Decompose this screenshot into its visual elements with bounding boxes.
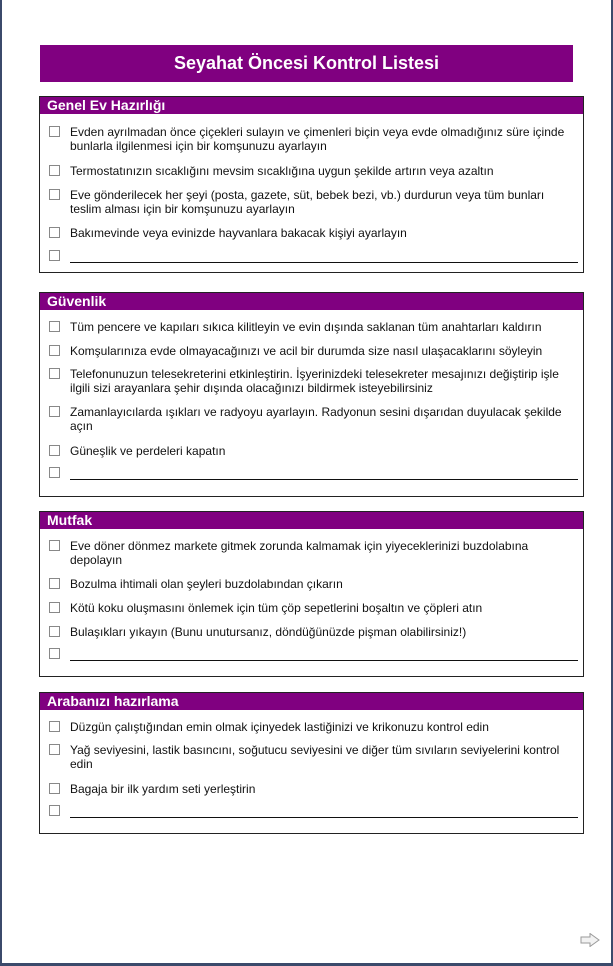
item-text: Bozulma ihtimali olan şeyleri buzdolabından çıkarın (70, 577, 343, 591)
section-general-home (39, 96, 584, 273)
item-text: Kötü koku oluşmasını önlemek için tüm çöp sepetlerini boşaltın ve çöpleri atın (70, 601, 483, 615)
checkbox[interactable] (49, 126, 60, 137)
item-text: Komşularınıza evde olmayacağınızı ve acil bir durumda size nasıl ulaşacaklarını söyleyin (70, 344, 543, 358)
item-text: Evden ayrılmadan önce çiçekleri sulayın ve çimenleri biçin veya evde olmadığınız süre içinde bunlarla ilgilenmesi için bir komşunuzu ayarlayın (70, 125, 565, 153)
section-security (39, 292, 584, 497)
checkbox[interactable] (49, 406, 60, 417)
section-heading: Mutfak (40, 512, 583, 529)
write-in-line[interactable] (70, 817, 578, 818)
window-frame-left (0, 0, 2, 966)
section-heading: Arabanızı hazırlama (40, 693, 583, 710)
checkbox[interactable] (49, 783, 60, 794)
item-text: Bagaja bir ilk yardım seti yerleştirin (70, 782, 256, 796)
section-car-prep (39, 692, 584, 834)
item-text: Eve gönderilecek her şeyi (posta, gazete, süt, bebek bezi, vb.) durdurun veya tüm bunları teslim alması için bir komşunuzu ayarlayın (70, 188, 545, 216)
next-page-arrow-icon[interactable] (580, 933, 600, 947)
checkbox[interactable] (49, 189, 60, 200)
section-kitchen (39, 511, 584, 677)
checkbox[interactable] (49, 467, 60, 478)
checkbox[interactable] (49, 602, 60, 613)
checkbox[interactable] (49, 445, 60, 456)
checkbox[interactable] (49, 648, 60, 659)
checkbox[interactable] (49, 744, 60, 755)
checkbox[interactable] (49, 321, 60, 332)
item-text: Güneşlik ve perdeleri kapatın (70, 444, 226, 458)
write-in-line[interactable] (70, 479, 578, 480)
item-text: Termostatınızın sıcaklığını mevsim sıcaklığına uygun şekilde artırın veya azaltın (70, 164, 494, 178)
item-text: Bulaşıkları yıkayın (Bunu unutursanız, döndüğünüzde pişman olabilirsiniz!) (70, 625, 467, 639)
item-text: Zamanlayıcılarda ışıkları ve radyoyu ayarlayın. Radyonun sesini dışarıdan duyulacak şekilde açın (70, 405, 562, 433)
item-text: Düzgün çalıştığından emin olmak içinyedek lastiğinizi ve krikonuzu kontrol edin (70, 720, 489, 734)
page-title: Seyahat Öncesi Kontrol Listesi (40, 45, 573, 82)
checkbox[interactable] (49, 721, 60, 732)
checkbox[interactable] (49, 540, 60, 551)
item-text: Eve döner dönmez markete gitmek zorunda kalmamak için yiyeceklerinizi buzdolabına depolayın (70, 539, 529, 567)
checkbox[interactable] (49, 227, 60, 238)
item-text: Tüm pencere ve kapıları sıkıca kilitleyin ve evin dışında saklanan tüm anahtarları kaldırın (70, 320, 542, 334)
checkbox[interactable] (49, 626, 60, 637)
checkbox[interactable] (49, 578, 60, 589)
item-text: Yağ seviyesini, lastik basıncını, soğutucu seviyesini ve diğer tüm sıvıların seviyelerini kontrol edin (70, 743, 560, 771)
section-heading: Genel Ev Hazırlığı (40, 97, 583, 114)
checkbox[interactable] (49, 250, 60, 261)
checkbox[interactable] (49, 345, 60, 356)
item-text: Bakımevinde veya evinizde hayvanlara bakacak kişiyi ayarlayın (70, 226, 407, 240)
checkbox[interactable] (49, 805, 60, 816)
write-in-line[interactable] (70, 660, 578, 661)
checkbox[interactable] (49, 165, 60, 176)
checkbox[interactable] (49, 368, 60, 379)
item-text: Telefonunuzun telesekreterini etkinleştirin. İşyerinizdeki telesekreter mesajınızı değiştirip işle ilgili sizi arayanlara şehir dışında olacağınızı bildirmek isteyebilirsiniz (70, 367, 559, 395)
section-heading: Güvenlik (40, 293, 583, 310)
write-in-line[interactable] (70, 262, 578, 263)
